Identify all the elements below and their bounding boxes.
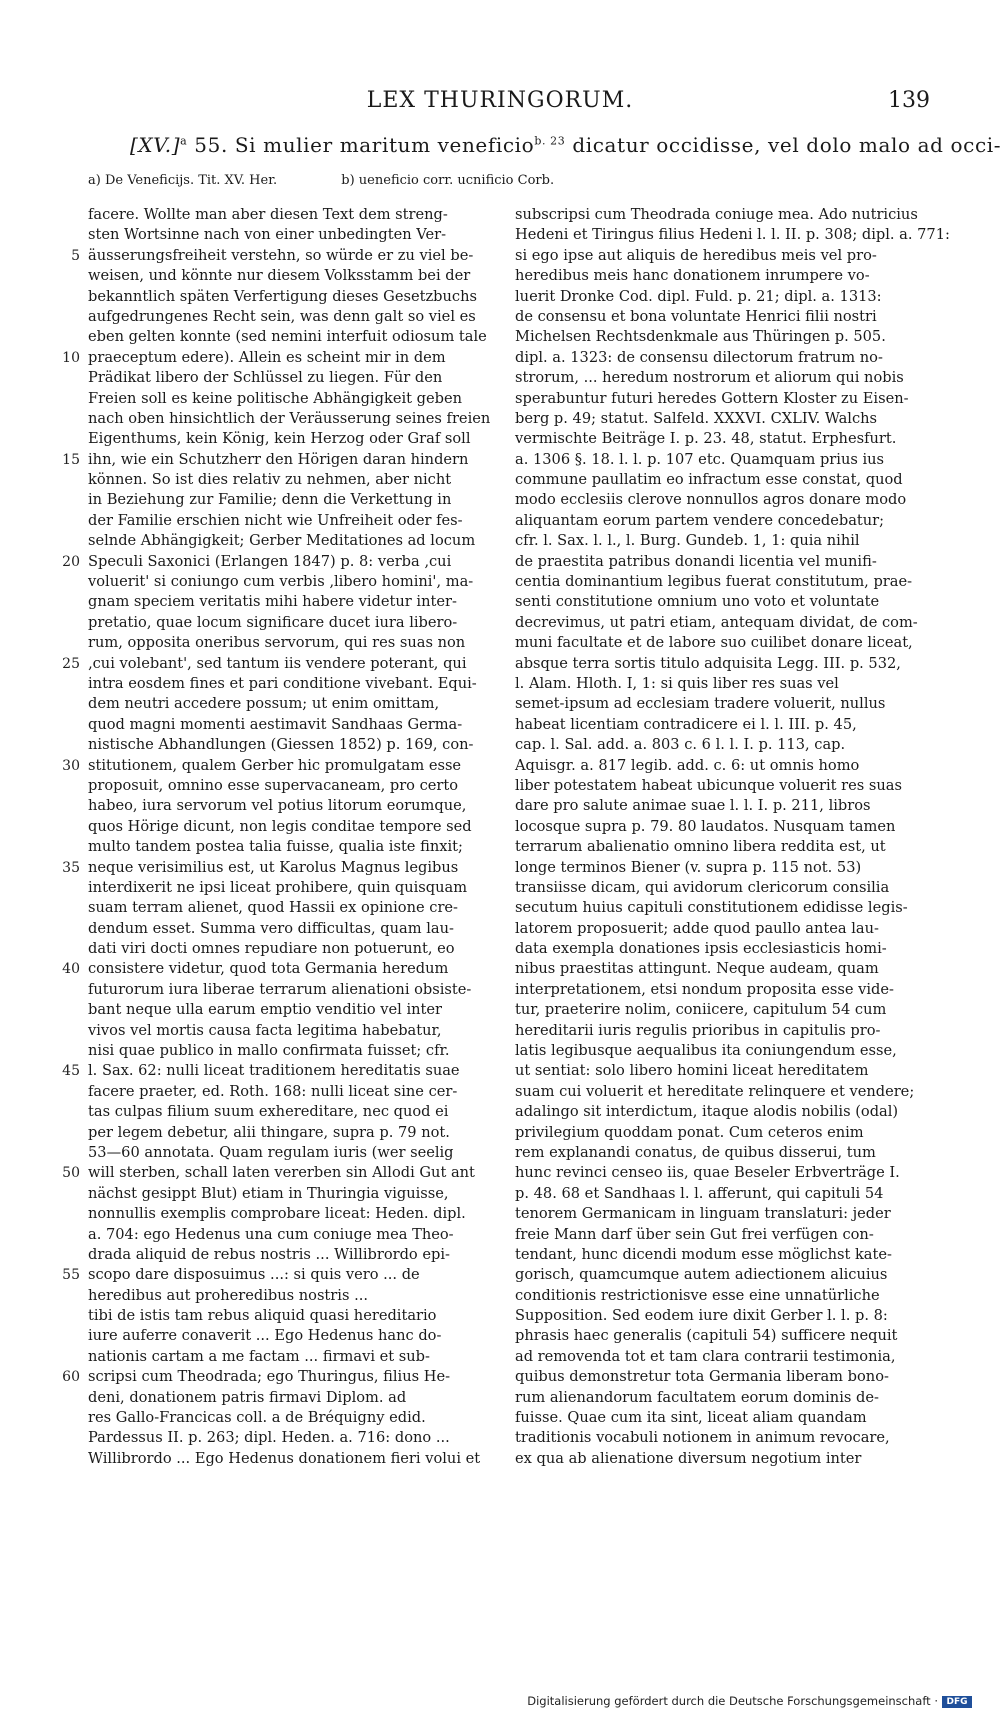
text-line	[88, 225, 503, 245]
text-line: Hedeni et Tiringus filius Hedeni l. l. II. p. 308; dipl. a. 771:	[515, 226, 950, 244]
text-line	[88, 1021, 503, 1041]
line-text: drada aliquid de rebus nostris ... Willibrordo epi-	[88, 1245, 450, 1263]
text-line: Supposition. Sed eodem iure dixit Gerber l. l. p. 8:	[515, 1307, 888, 1325]
text-line	[62, 1265, 503, 1285]
text-line	[88, 674, 503, 694]
text-line: locosque supra p. 79. 80 laudatos. Nusquam tamen	[515, 817, 896, 835]
line-number: 55	[62, 1267, 80, 1284]
text-line	[88, 817, 503, 837]
text-line: gorisch, quamcumque autem adiectionem alicuius	[515, 1266, 888, 1284]
text-line	[71, 246, 503, 266]
text-line	[88, 796, 503, 816]
text-line	[88, 1245, 503, 1265]
line-text: will sterben, schall laten vererben sin Allodi Gut ant	[88, 1164, 475, 1182]
law-text-b: dicatur occidisse, vel dolo malo ad occi-	[572, 133, 1001, 157]
line-number: 5	[71, 247, 80, 264]
text-line	[88, 307, 503, 327]
right-column	[515, 205, 950, 1469]
line-text: selnde Abhängigkeit; Gerber Meditationes ad locum	[88, 532, 476, 550]
text-line: data exempla donationes ipsis ecclesiasticis homi-	[515, 940, 887, 958]
line-text: weisen, und könnte nur diesem Volksstamm bei der	[88, 267, 471, 285]
line-text: deni, donationem patris firmavi Diplom. ad	[88, 1388, 407, 1406]
text-line	[88, 694, 503, 714]
text-line: latorem proposuerit; adde quod paullo antea lau-	[515, 919, 879, 937]
line-text: iure auferre conaverit ... Ego Hedenus hanc do-	[88, 1327, 442, 1345]
line-text: nistische Abhandlungen (Giessen 1852) p. 169, con-	[88, 736, 474, 754]
text-line	[62, 450, 503, 470]
text-line: hunc revinci censeo iis, quae Beseler Erbverträge I.	[515, 1164, 900, 1182]
text-line: sperabuntur futuri heredes Gottern Kloster zu Eisen-	[515, 389, 909, 407]
line-text: Speculi Saxonici (Erlangen 1847) p. 8: verba ‚cui	[88, 552, 452, 570]
text-line	[88, 939, 503, 959]
sponsor-notice	[527, 1694, 972, 1708]
text-line: fuisse. Quae cum ita sint, liceat aliam quandam	[515, 1409, 867, 1427]
text-line	[88, 1123, 503, 1143]
line-text: nächst gesippt Blut) etiam in Thuringia viguisse,	[88, 1184, 449, 1202]
line-number: 60	[62, 1369, 80, 1386]
line-text: per legem debetur, alii thingare, supra p. 79 not.	[88, 1123, 450, 1141]
line-text: gnam speciem veritatis mihi habere videtur inter-	[88, 593, 457, 611]
line-text: stitutionem, qualem Gerber hic promulgatam esse	[88, 756, 462, 774]
text-line: si ego ipse aut aliquis de heredibus meis vel pro-	[515, 246, 877, 264]
text-line	[62, 654, 503, 674]
line-text: dendum esset. Summa vero difficultas, quam lau-	[88, 919, 454, 937]
text-line	[88, 1082, 503, 1102]
text-line	[88, 205, 503, 225]
text-line: vermischte Beiträge I. p. 23. 48, statut. Erphesfurt.	[515, 430, 897, 448]
text-line: ut sentiat: solo libero homini liceat hereditatem	[515, 1062, 869, 1080]
line-text: nisi quae publico in mallo confirmata fuisset; cfr.	[88, 1042, 450, 1060]
line-number: 45	[62, 1063, 80, 1080]
text-line	[88, 1326, 503, 1346]
text-line: Aquisgr. a. 817 legib. add. c. 6: ut omnis homo	[515, 756, 860, 774]
text-line: luerit Dronke Cod. dipl. Fuld. p. 21; dipl. a. 1313:	[515, 287, 882, 305]
line-text: a. 704: ego Hedenus una cum coniuge mea Theo-	[88, 1225, 454, 1243]
text-line	[88, 389, 503, 409]
line-text: Willibrordo ... Ego Hedenus donationem fieri volui et	[88, 1449, 481, 1467]
text-line: decrevimus, ut patri etiam, antequam dividat, de com-	[515, 613, 918, 631]
text-line	[88, 837, 503, 857]
text-line	[88, 613, 503, 633]
line-text: res Gallo-Francicas coll. a de Bréquigny edid.	[88, 1409, 426, 1427]
text-line	[88, 572, 503, 592]
line-text: consistere videtur, quod tota Germania heredum	[88, 960, 449, 978]
line-text: facere praeter, ed. Roth. 168: nulli liceat sine cer-	[88, 1082, 458, 1100]
line-text: scripsi cum Theodrada; ego Thuringus, filius He-	[88, 1368, 451, 1386]
text-line	[88, 266, 503, 286]
text-line	[88, 511, 503, 531]
line-text: quos Hörige dicunt, non legis conditae tempore sed	[88, 817, 472, 835]
text-line: modo ecclesiis clerove nonnullos agros donare modo	[515, 491, 907, 509]
line-text: suam terram alienet, quod Hassii ex opinione cre-	[88, 899, 458, 917]
text-line	[88, 878, 503, 898]
line-text: bekanntlich späten Verfertigung dieses Gesetzbuchs	[88, 287, 477, 305]
line-text: in Beziehung zur Familie; denn die Verkettung in	[88, 491, 452, 509]
text-line	[88, 633, 503, 653]
text-line: transiisse dicam, qui avidorum clericorum consilia	[515, 878, 890, 896]
text-line	[88, 1143, 503, 1163]
line-text: nach oben hinsichtlich der Veräusserung seines freien	[88, 409, 491, 427]
text-line: hereditarii iuris regulis prioribus in capitulis pro-	[515, 1021, 881, 1039]
line-text: facere. Wollte man aber diesen Text dem streng-	[88, 206, 448, 223]
line-number: 10	[62, 349, 80, 366]
text-line	[62, 959, 503, 979]
text-line: tendant, hunc dicendi modum esse möglichst kate-	[515, 1245, 892, 1263]
text-line: terrarum abalienatio omnino libera reddita est, ut	[515, 838, 886, 856]
text-line	[88, 287, 503, 307]
text-line: aliquantam eorum partem vendere concedebatur;	[515, 511, 885, 529]
line-text: vivos vel mortis causa facta legitima habebatur,	[88, 1021, 442, 1039]
text-line	[88, 1041, 503, 1061]
text-line	[88, 429, 503, 449]
line-text: interdixerit ne ipsi liceat prohibere, quin quisquam	[88, 878, 468, 896]
text-line: cap. l. Sal. add. a. 803 c. 6 l. l. I. p. 113, cap.	[515, 736, 846, 754]
text-line: liber potestatem habeat ubicunque voluerit res suas	[515, 776, 902, 794]
text-line	[62, 1163, 503, 1183]
text-line: cfr. l. Sax. l. l., l. Burg. Gundeb. 1, 1: quia nihil	[515, 532, 860, 550]
line-text: tibi de istis tam rebus aliquid quasi hereditario	[88, 1307, 437, 1325]
law-reference: [XV.]	[130, 133, 181, 157]
line-text: aufgedrungenes Recht sein, was denn galt so viel es	[88, 307, 476, 325]
text-line	[62, 348, 503, 368]
text-line	[88, 1306, 503, 1326]
text-line: strorum, ... heredum nostrorum et aliorum qui nobis	[515, 369, 904, 387]
text-line	[88, 1102, 503, 1122]
line-text: ihn, wie ein Schutzherr den Hörigen daran hindern	[88, 450, 469, 468]
text-line: interpretationem, etsi nondum proposita esse vide-	[515, 980, 894, 998]
law-text-line	[130, 133, 1001, 157]
line-text: Eigenthums, kein König, kein Herzog oder Graf soll	[88, 430, 471, 448]
line-text: dem neutri accedere possum; ut enim omittam,	[88, 695, 440, 713]
text-line	[88, 409, 503, 429]
line-text: tas culpas filium suum exhereditare, nec quod ei	[88, 1103, 449, 1121]
line-text: nationis cartam a me factam ... firmavi et sub-	[88, 1347, 430, 1365]
line-text: l. Sax. 62: nulli liceat traditionem hereditatis suae	[88, 1062, 460, 1080]
line-text: können. So ist dies relativ zu nehmen, aber nicht	[88, 471, 452, 489]
line-text: voluerit' si coniungo cum verbis ‚libero homini', ma-	[88, 573, 474, 591]
line-text: Pardessus II. p. 263; dipl. Heden. a. 716: dono ...	[88, 1429, 450, 1447]
text-line: p. 48. 68 et Sandhaas l. l. afferunt, qui capituli 54	[515, 1184, 884, 1202]
text-line: subscripsi cum Theodrada coniuge mea. Ado nutricius	[515, 206, 918, 223]
text-line: longe terminos Biener (v. supra p. 115 not. 53)	[515, 858, 862, 876]
line-text: rum, opposita oneribus servorum, qui res suas non	[88, 634, 466, 652]
text-line: tur, praeterire nolim, coniicere, capitulum 54 cum	[515, 1001, 887, 1019]
text-line	[88, 1428, 503, 1448]
law-ref-superscript: a	[180, 134, 188, 148]
text-line	[88, 531, 503, 551]
line-text: intra eosdem fines et pari conditione vivebant. Equi-	[88, 674, 477, 692]
line-number: 30	[62, 757, 80, 774]
text-line: Michelsen Rechtsdenkmale aus Thüringen p. 505.	[515, 328, 886, 346]
text-line: phrasis haec generalis (capituli 54) sufficere nequit	[515, 1327, 898, 1345]
text-line	[88, 735, 503, 755]
text-line	[88, 980, 503, 1000]
line-text: bant neque ulla earum emptio venditio vel inter	[88, 1001, 443, 1019]
text-line	[88, 919, 503, 939]
line-text: äusserungsfreiheit verstehn, so würde er zu viel be-	[88, 246, 474, 264]
line-text: ‚cui volebant', sed tantum iis vendere poterant, qui	[88, 654, 467, 672]
line-text: sten Wortsinne nach von einer unbedingten Ver-	[88, 226, 447, 244]
line-text: scopo dare disposuimus ...: si quis vero ... de	[88, 1266, 420, 1284]
sponsor-text: Digitalisierung gefördert durch die Deutsche Forschungsgemeinschaft ·	[527, 1694, 938, 1708]
line-number: 15	[62, 451, 80, 468]
text-line: dare pro salute animae suae l. l. I. p. 211, libros	[515, 797, 871, 815]
text-line	[88, 776, 503, 796]
line-text: der Familie erschien nicht wie Unfreiheit oder fes-	[88, 511, 463, 529]
line-text: eben gelten konnte (sed nemini interfuit odiosum tale	[88, 328, 487, 346]
text-line: adalingo sit interdictum, itaque alodis nobilis (odal)	[515, 1103, 899, 1121]
text-line: ex qua ab alienatione diversum negotium inter	[515, 1449, 862, 1467]
text-line: rem explanandi conatus, de quibus disserui, tum	[515, 1143, 876, 1161]
text-line: secutum huius capituli constitutionem edidisse legis-	[515, 899, 908, 917]
text-line	[88, 1408, 503, 1428]
text-line	[88, 327, 503, 347]
page-number: 139	[888, 88, 930, 113]
text-line: absque terra sortis titulo adquisita Legg. III. p. 532,	[515, 654, 901, 672]
line-number: 40	[62, 961, 80, 978]
line-text: proposuit, omnino esse supervacaneam, pro certo	[88, 776, 459, 794]
text-line: quibus demonstretur tota Germania liberam bono-	[515, 1368, 889, 1386]
text-line	[88, 1184, 503, 1204]
line-number: 35	[62, 859, 80, 876]
text-line	[88, 1286, 503, 1306]
dfg-logo-icon: DFG	[942, 1696, 972, 1708]
text-line: nibus praestitas attingunt. Neque audeam, quam	[515, 960, 879, 978]
line-text: pretatio, quae locum significare ducet iura libero-	[88, 613, 458, 631]
text-line: senti constitutione omnium uno voto et voluntate	[515, 593, 880, 611]
text-line	[62, 552, 503, 572]
text-line: berg p. 49; statut. Salfeld. XXXVI. CXLIV. Walchs	[515, 409, 878, 427]
text-line: freie Mann darf über sein Gut frei verfügen con-	[515, 1225, 874, 1243]
line-text: Prädikat libero der Schlüssel zu liegen. Für den	[88, 369, 443, 387]
text-line: suam cui voluerit et hereditate relinquere et vendere;	[515, 1082, 915, 1100]
note-superscript: b. 23	[534, 134, 566, 148]
law-text-a: Si mulier maritum veneficio	[234, 133, 535, 157]
text-line	[62, 858, 503, 878]
running-head	[0, 88, 1000, 118]
text-line: de praestita patribus donandi licentia vel munifi-	[515, 552, 877, 570]
text-line: heredibus meis hanc donationem inrumpere vo-	[515, 267, 870, 285]
text-line	[88, 368, 503, 388]
footnotes	[88, 173, 928, 188]
line-text: quod magni momenti aestimavit Sandhaas Germa-	[88, 715, 463, 733]
footnote-b: b) ueneficio corr. ucnificio Corb.	[341, 173, 555, 188]
text-line	[88, 1225, 503, 1245]
text-line	[88, 1000, 503, 1020]
line-text: neque verisimilius est, ut Karolus Magnus legibus	[88, 858, 459, 876]
text-line	[88, 1388, 503, 1408]
text-line: l. Alam. Hloth. I, 1: si quis liber res suas vel	[515, 674, 839, 692]
line-text: Freien soll es keine politische Abhängigkeit geben	[88, 389, 462, 407]
text-line: semet-ipsum ad ecclesiam tradere voluerit, nullus	[515, 695, 886, 713]
text-line: conditionis restrictionisve esse eine unnatürliche	[515, 1286, 880, 1304]
text-line: dipl. a. 1323: de consensu dilectorum fratrum no-	[515, 348, 883, 366]
text-line	[88, 1347, 503, 1367]
text-line	[62, 1367, 503, 1387]
text-line	[88, 592, 503, 612]
text-line	[88, 470, 503, 490]
text-line: tenorem Germanicam in linguam translaturi: jeder	[515, 1205, 891, 1223]
text-line: habeat licentiam contradicere ei l. l. III. p. 45,	[515, 715, 857, 733]
footnote-a: a) De Veneficijs. Tit. XV. Her.	[88, 173, 278, 188]
text-line: muni facultate et de labore suo cuilibet donare liceat,	[515, 634, 913, 652]
text-line: ad removenda tot et tam clara contrarii testimonia,	[515, 1347, 896, 1365]
line-text: futurorum iura liberae terrarum alienationi obsiste-	[88, 980, 472, 998]
line-text: nonnullis exemplis comprobare liceat: Heden. dipl.	[88, 1205, 466, 1223]
text-line: latis legibusque aequalibus ita coniungendum esse,	[515, 1042, 897, 1060]
text-line	[88, 898, 503, 918]
text-line: rum alienandorum facultatem eorum dominis de-	[515, 1388, 879, 1406]
text-line	[88, 1449, 503, 1469]
text-line	[88, 490, 503, 510]
line-text: praeceptum edere). Allein es scheint mir in dem	[88, 348, 446, 366]
line-number: 25	[62, 655, 80, 672]
text-line: traditionis vocabuli notionem in animum revocare,	[515, 1429, 890, 1447]
line-text: dati viri docti omnes repudiare non potuerunt, eo	[88, 940, 455, 958]
line-text: habeo, iura servorum vel potius litorum eorumque,	[88, 797, 467, 815]
text-line	[88, 715, 503, 735]
text-line	[62, 1061, 503, 1081]
text-line: commune paullatim eo infractum esse constat, quod	[515, 471, 903, 489]
text-line: privilegium quoddam ponat. Cum ceteros enim	[515, 1123, 864, 1141]
text-line	[88, 1204, 503, 1224]
running-title: LEX THURINGORUM.	[366, 88, 634, 113]
section-number: 55.	[194, 133, 228, 157]
text-line: a. 1306 §. 18. l. l. p. 107 etc. Quamquam prius ius	[515, 450, 885, 468]
left-column	[62, 205, 503, 1469]
line-number: 20	[62, 553, 80, 570]
line-number: 50	[62, 1165, 80, 1182]
text-line	[62, 756, 503, 776]
text-line: de consensu et bona voluntate Henrici filii nostri	[515, 307, 877, 325]
line-text: 53—60 annotata. Quam regulam iuris (wer seelig	[88, 1143, 454, 1161]
line-text: heredibus aut proheredibus nostris ...	[88, 1286, 368, 1304]
text-line: centia dominantium legibus fuerat constitutum, prae-	[515, 573, 913, 591]
line-text: multo tandem postea talia fuisse, qualia iste finxit;	[88, 838, 463, 856]
